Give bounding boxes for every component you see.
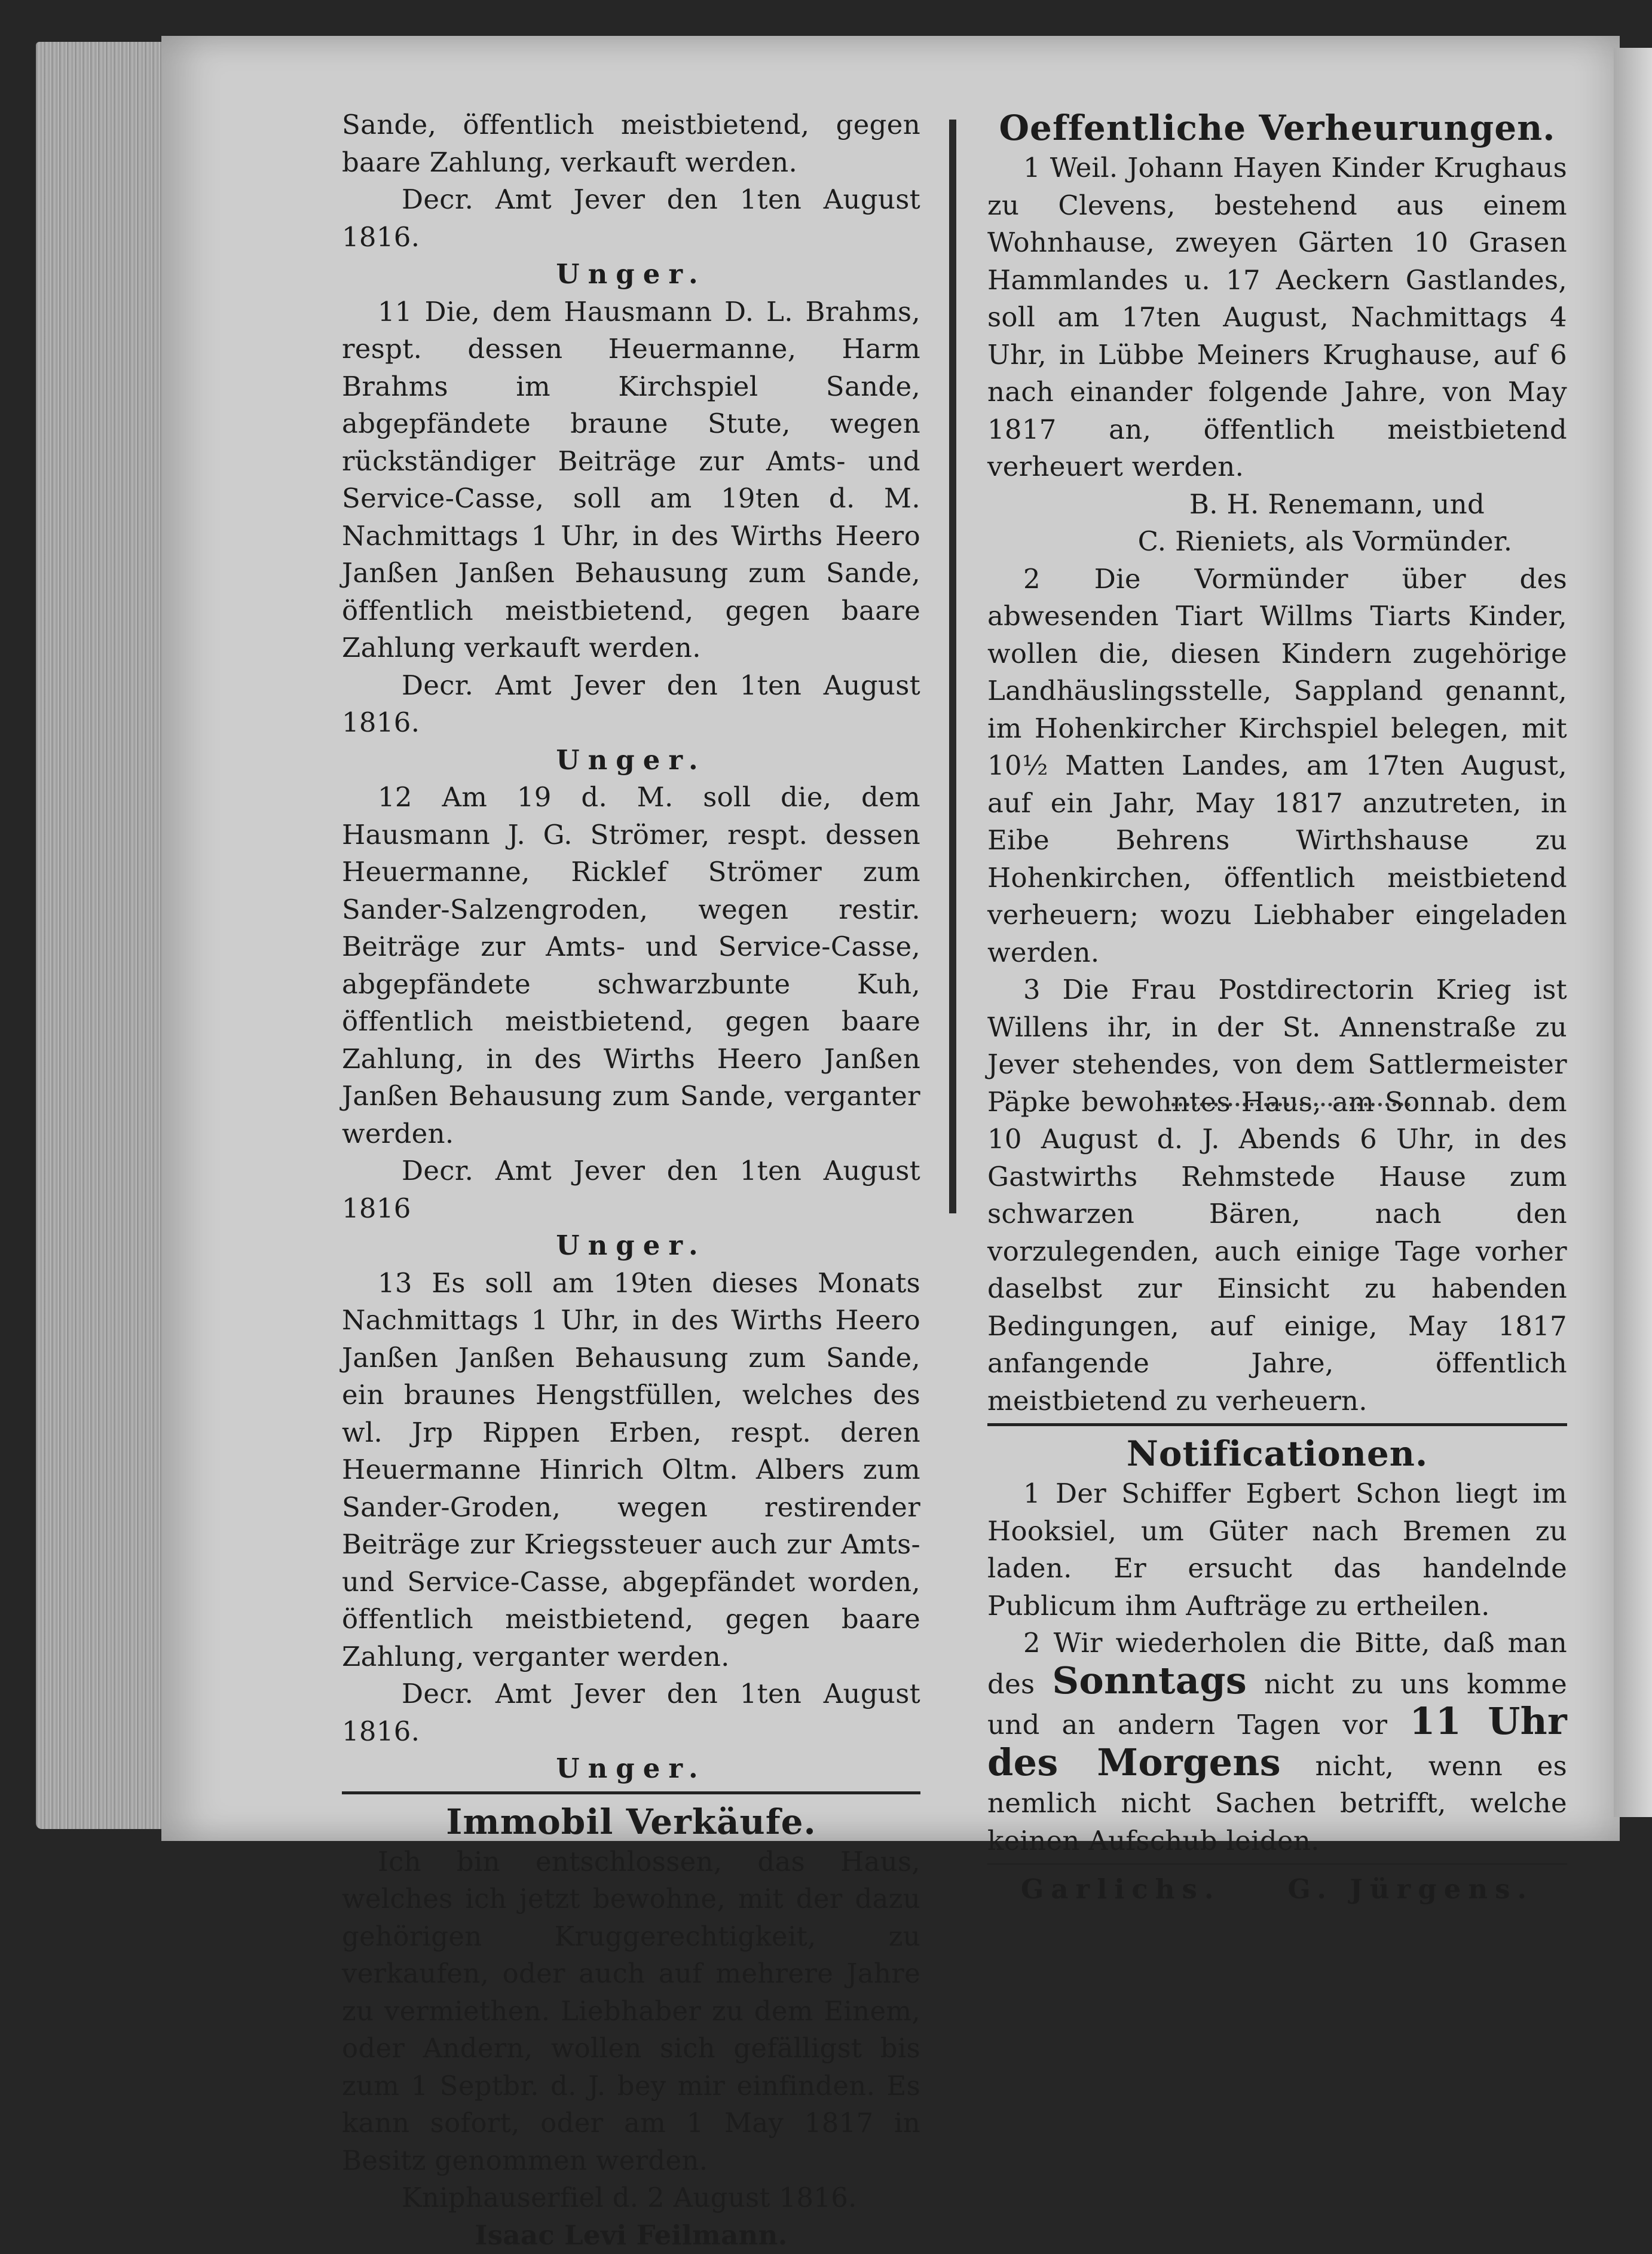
rental-notice-1: 1 Weil. Johann Hayen Kinder Krughaus zu Clevens, bestehend aus einem Wohnhause, zweyen Gärten 10 Grasen Hammlandes u. 17 Aeckern Gastlandes, soll am 17ten August, Nachmittags 4 Uhr, in Lübbe Meiners Krughause, auf 6 nach einander folgende Jahre, von May 1817 an, öffentlich meistbietend verheuert werden.	[987, 149, 1567, 486]
signer-juergens: G. Jürgens.	[1287, 1871, 1534, 1909]
emphasis-sundays: Sonntags	[1052, 1659, 1247, 1702]
section-rule	[987, 1423, 1567, 1426]
signature-line: C. Rieniets, als Vormünder.	[987, 523, 1567, 561]
notice-13: 13 Es soll am 19ten dieses Monats Nachmittags 1 Uhr, in des Wirths Heero Janßen Janßen Behausung zum Sande, ein braunes Hengstfüllen, welches des wl. Jrp Rippen Erben, respt. deren Heuermanne Hinrich Oltm. Albers zum Sander-Groden, wegen restirender Beiträge zur Kriegssteuer auch zur Amts- und Service-Casse, abgepfändet worden, öffentlich meistbietend, gegen baare Zahlung, verganter werden.	[342, 1265, 920, 1676]
signer-garlichs: Garlichs.	[1021, 1871, 1221, 1909]
paragraph-continued: Sande, öffentlich meistbietend, gegen baare Zahlung, verkauft werden.	[342, 106, 920, 181]
notification-2-end: nicht, wenn es nemlich nicht Sachen betrifft, welche keinen Aufschub leiden.	[987, 1750, 1567, 1857]
notification-2-middle: nicht zu uns komme und an andern Tagen vor	[987, 1668, 1567, 1741]
column-divider-bottom	[949, 663, 956, 1213]
decree-line: Decr. Amt Jever den 1ten August 1816.	[342, 1675, 920, 1750]
section-heading-verheurungen: Oeffentliche Verheurungen.	[987, 106, 1567, 149]
section-rule	[342, 1791, 920, 1794]
book-page-edges	[36, 42, 173, 1829]
signature: Unger.	[342, 256, 920, 293]
place-date: Kniphauserfiel d. 2 August 1816.	[342, 2179, 920, 2217]
signature: Unger.	[342, 742, 920, 779]
right-column	[987, 106, 1567, 1909]
facing-page-edge	[1614, 48, 1652, 1817]
section-heading-notificationen: Notificationen.	[987, 1432, 1567, 1475]
column-divider-top	[949, 120, 956, 663]
notice-12: 12 Am 19 d. M. soll die, dem Hausmann J. G. Strömer, respt. dessen Heuermanne, Ricklef Strömer zum Sander-Salzengroden, wegen restir. Beiträge zur Amts- und Service-Casse, abgepfändete schwarzbunte Kuh, öffentlich meistbietend, gegen baare Zahlung, in des Wirths Heero Janßen Janßen Behausung zum Sande, verganter werden.	[342, 779, 920, 1152]
notice-immobil: Ich bin entschlossen, das Haus, welches ich jetzt bewohne, mit der dazu gehörigen Kruggerechtigkeit, zu verkaufen, oder auch auf mehrere Jahre zu vermiethen. Liebhaber zu dem Einem, oder Andern, wollen sich gefälligst bis zum 1 Septbr. d. J. bey mir einfinden. Es kann sofort, oder am 1 May 1817 in Besitz genommen werden.	[342, 1843, 920, 2180]
notice-11: 11 Die, dem Hausmann D. L. Brahms, respt. dessen Heuermanne, Harm Brahms im Kirchspiel Sande, abgepfändete braune Stute, wegen rückständiger Beiträge zur Amts- und Service-Casse, soll am 19ten d. M. Nachmittags 1 Uhr, in des Wirths Heero Janßen Janßen Behausung zum Sande, öffentlich meistbietend, gegen baare Zahlung verkauft werden.	[342, 293, 920, 667]
notification-2	[987, 1625, 1567, 1860]
signature-line: B. H. Renemann, und	[987, 486, 1567, 524]
left-column	[342, 106, 920, 2254]
signature: Unger.	[342, 1227, 920, 1265]
rental-notice-2: 2 Die Vormünder über des abwesenden Tiart Willms Tiarts Kinder, wollen die, diesen Kindern zugehörige Landhäuslingsstelle, Sappland genannt, im Hohenkircher Kirchspiel belegen, mit 10½ Matten Landes, am 17ten August, auf ein Jahr, May 1817 anzutreten, in Eibe Behrens Wirthshause zu Hohenkirchen, öffentlich meistbietend verheuern; wozu Liebhaber eingeladen werden.	[987, 561, 1567, 972]
notification-1: 1 Der Schiffer Egbert Schon liegt im Hooksiel, um Güter nach Bremen zu laden. Er ersucht das handelnde Publicum ihm Aufträge zu ertheilen.	[987, 1475, 1567, 1625]
decree-line: Decr. Amt Jever den 1ten August 1816	[342, 1152, 920, 1227]
notification-2-start: 2 Wir wiederholen die Bitte, daß man des	[987, 1627, 1567, 1700]
signers-row	[987, 1871, 1567, 1909]
section-rule	[987, 1863, 1567, 1865]
rental-notice-3: 3 Die Frau Postdirectorin Krieg ist Willens ihr, in der St. Annenstraße zu Jever stehendes, von dem Sattlermeister Päpke bewohntes Haus, am Sonnab. dem 10 August d. J. Abends 6 Uhr, in des Gastwirths Rehmstede Hause zum schwarzen Bären, nach den vorzulegenden, auch einige Tage vorher daselbst zur Einsicht zu habenden Bedingungen, auf einige, May 1817 anfangende Jahre, öffentlich meistbietend zu verheuern.	[987, 971, 1567, 1420]
decree-line: Decr. Amt Jever den 1ten August 1816.	[342, 181, 920, 256]
decree-line: Decr. Amt Jever den 1ten August 1816.	[342, 667, 920, 742]
section-heading-immobil: Immobil Verkäufe.	[342, 1800, 920, 1843]
signature: Unger.	[342, 1750, 920, 1788]
signer-name: Isaac Levi Feilmann.	[342, 2217, 920, 2254]
ornamental-divider	[1171, 1103, 1411, 1118]
emphasis-time: 11 Uhr des Morgens	[987, 1699, 1567, 1784]
